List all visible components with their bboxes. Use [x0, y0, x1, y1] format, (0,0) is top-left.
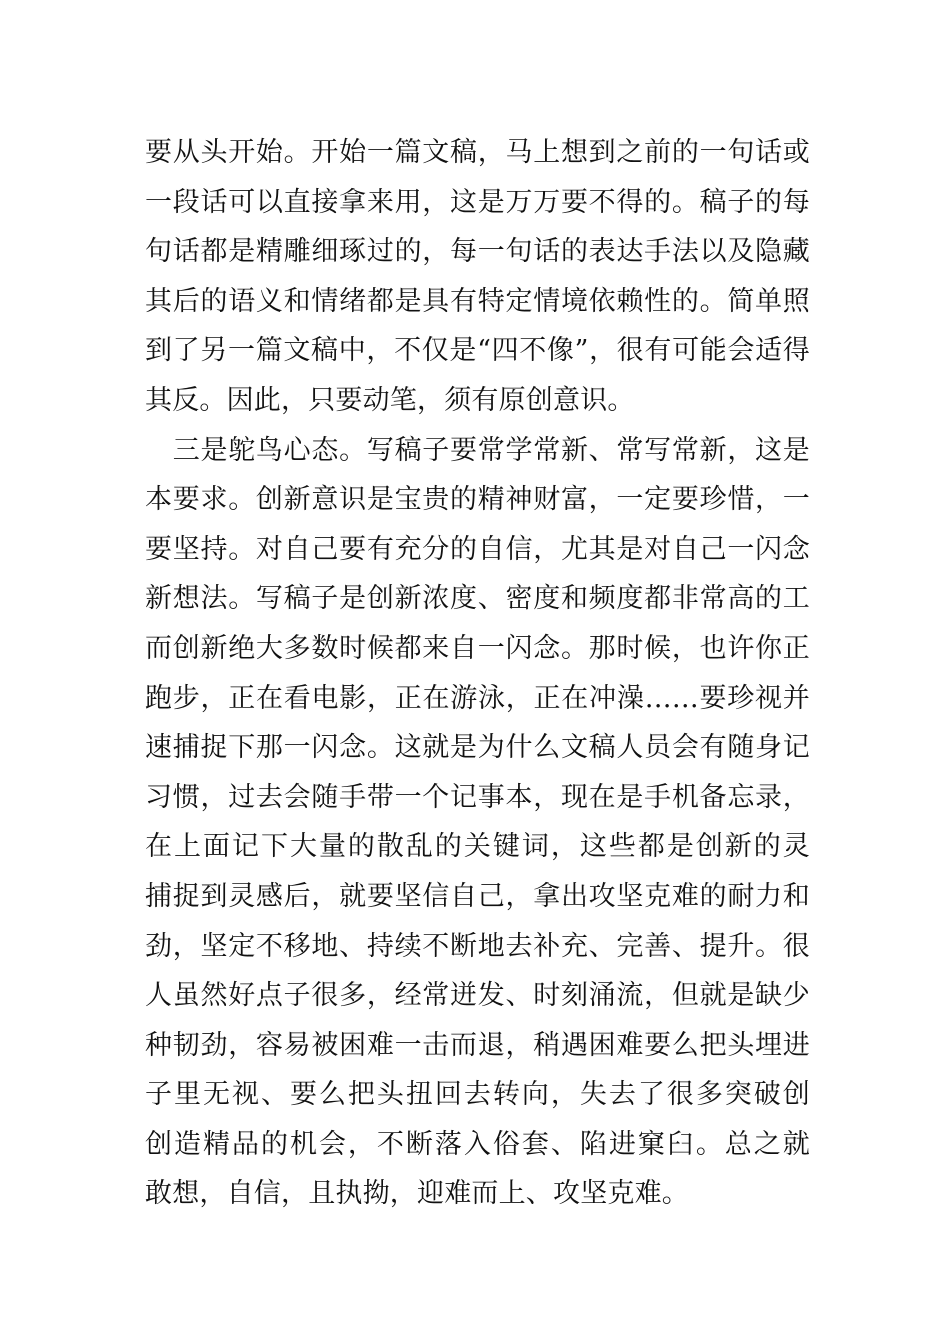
body-text [145, 128, 810, 1219]
text-line-15: 在上面记下大量的散乱的关键词，这些都是创新的灵 [145, 831, 810, 863]
text-line-13: 速捕捉下那一闪念。这就是为什么文稿人员会有随身记 [145, 732, 810, 764]
text-line-17: 劲，坚定不移地、持续不断地去补充、完善、提升。很 [145, 930, 810, 962]
text-line-4: 其后的语义和情绪都是具有特定情境依赖性的。简单照 [145, 285, 810, 317]
text-line-22: 敢想，自信，且执拗，迎难而上、攻坚克难。 [145, 1178, 689, 1210]
text-line-11: 而创新绝大多数时候都来自一闪念。那时候，也许你正 [145, 632, 810, 664]
text-line-8: 本要求。创新意识是宝贵的精神财富，一定要珍惜，一 [145, 484, 810, 516]
text-line-9: 要坚持。对自己要有充分的自信，尤其是对自己一闪念 [145, 533, 810, 565]
text-line-12: 跑步，正在看电影，正在游泳，正在冲澡……要珍视并 [145, 682, 810, 714]
text-line-5: 到了另一篇文稿中，不仅是“四不像”，很有可能会适得 [145, 335, 810, 367]
text-line-14: 习惯，过去会随手带一个记事本，现在是手机备忘录， [145, 781, 810, 813]
text-line-1: 要从头开始。开始一篇文稿，马上想到之前的一句话或 [145, 137, 810, 168]
text-line-20: 子里无视、要么把头扭回去转向，失去了很多突破创 [145, 1079, 810, 1111]
text-line-10: 新想法。写稿子是创新浓度、密度和频度都非常高的工 [145, 583, 810, 615]
text-line-7: 三是鸵鸟心态。写稿子要常学常新、常写常新，这是 [172, 434, 810, 466]
text-line-16: 捕捉到灵感后，就要坚信自己，拿出攻坚克难的耐力和 [145, 880, 810, 912]
text-line-18: 人虽然好点子很多，经常迸发、时刻涌流，但就是缺少 [145, 980, 810, 1012]
text-line-19: 种韧劲，容易被困难一击而退，稍遇困难要么把头埋进 [145, 1029, 810, 1061]
text-line-21: 创造精品的机会，不断落入俗套、陷进窠臼。总之就 [145, 1128, 810, 1160]
text-line-6: 其反。因此，只要动笔，须有原创意识。 [145, 384, 635, 416]
text-line-2: 一段话可以直接拿来用，这是万万要不得的。稿子的每 [145, 186, 810, 218]
text-line-3: 句话都是精雕细琢过的，每一句话的表达手法以及隐藏 [145, 236, 810, 268]
